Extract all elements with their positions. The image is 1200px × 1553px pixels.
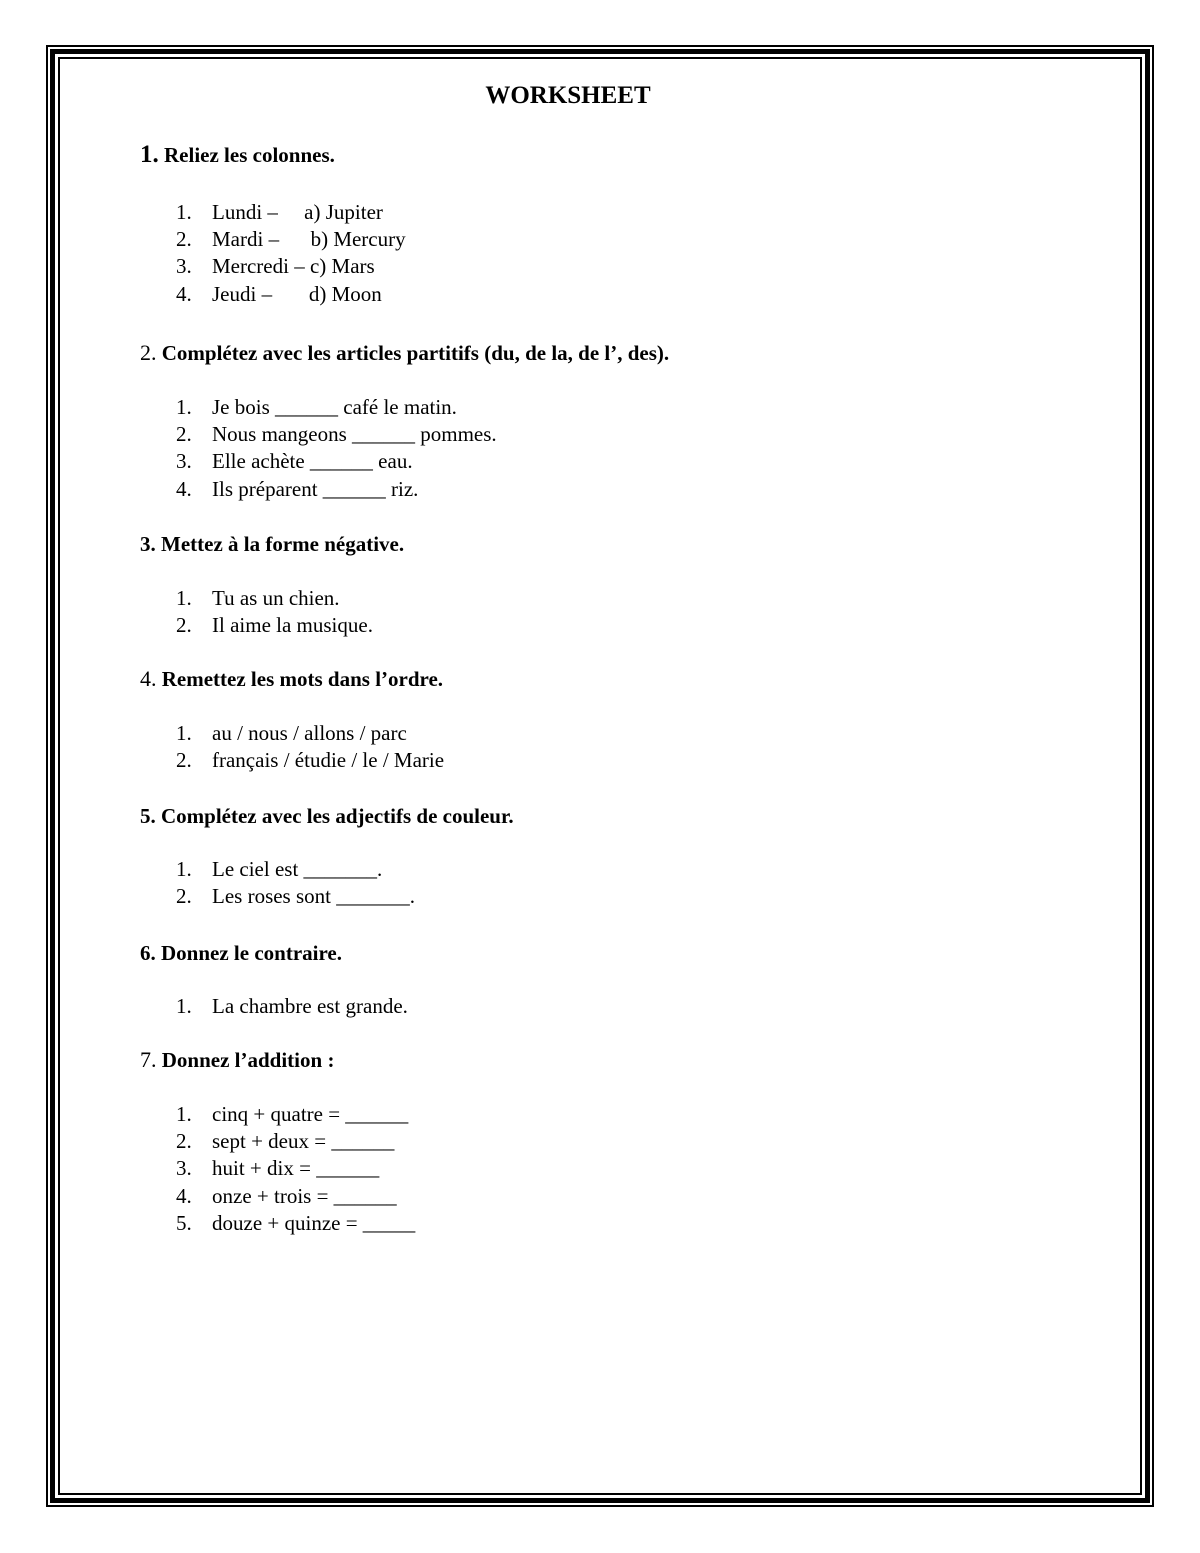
item-text: Il aime la musique. [212,613,373,638]
item-number: 4. [176,476,192,501]
section-6-number: 6. [140,941,156,965]
item-text: cinq + quatre = ______ [212,1102,409,1126]
item-number: 1. [176,857,192,881]
section-4-title: Remettez les mots dans l’ordre. [161,667,444,691]
list-item [176,585,373,612]
list-item [176,226,406,253]
list-item [176,993,408,1020]
section-5-title: Complétez avec les adjectifs de couleur. [161,804,514,828]
list-item [176,720,444,747]
section-3-list [176,585,373,639]
item-number: 2. [176,422,192,447]
section-3-number: 3. [140,532,156,556]
item-number: 4. [176,1183,192,1208]
section-4-list [176,720,444,774]
list-item [176,448,497,475]
section-5-number: 5. [140,804,156,828]
item-text: La chambre est grande. [212,994,408,1018]
item-text: Tu as un chien. [212,586,340,610]
section-1-list [176,199,406,308]
list-item [176,856,415,883]
item-text: sept + deux = ______ [212,1129,395,1154]
section-5-list [176,856,415,910]
section-4-number: 4. [140,666,157,691]
item-number: 1. [176,1102,192,1126]
section-5-heading [140,802,514,830]
item-number: 1. [176,721,192,745]
item-text: douze + quinze = _____ [212,1210,416,1235]
item-number: 2. [176,613,192,638]
list-item [176,1210,415,1237]
section-2-heading [140,339,669,367]
section-6-heading [140,939,342,967]
item-number: 3. [176,449,192,474]
list-item [176,883,415,910]
item-number: 3. [176,1156,192,1181]
item-text: Les roses sont _______. [212,884,415,909]
item-text: huit + dix = ______ [212,1156,380,1181]
item-number: 1. [176,200,192,224]
item-number: 1. [176,395,192,419]
item-text: Le ciel est _______. [212,857,383,881]
section-3-heading [140,530,404,558]
item-text: français / étudie / le / Marie [212,748,445,773]
list-item [176,1183,415,1210]
item-number: 2. [176,884,192,909]
section-7-heading [140,1046,334,1074]
item-number: 4. [176,281,192,306]
item-number: 2. [176,1129,192,1154]
item-number: 2. [176,748,192,773]
item-text: onze + trois = ______ [212,1183,397,1208]
list-item [176,253,406,280]
section-6-title: Donnez le contraire. [161,941,342,965]
item-text: Jeudi – d) Moon [212,281,382,306]
worksheet-title: WORKSHEET [485,82,651,109]
list-item [176,747,444,774]
list-item [176,1101,415,1128]
list-item [176,1155,415,1182]
item-text: Mercredi – c) Mars [212,254,375,279]
section-7-number: 7. [140,1047,157,1072]
section-1-number: 1. [140,141,159,168]
section-1-title: Reliez les colonnes. [164,143,335,167]
item-number: 1. [176,586,192,610]
item-number: 2. [176,227,192,252]
section-2-number: 2. [140,340,157,365]
list-item [176,1128,415,1155]
list-item [176,476,497,503]
list-item [176,199,406,226]
item-number: 5. [176,1210,192,1235]
section-7-list [176,1101,415,1237]
section-2-list [176,394,497,503]
section-3-title: Mettez à la forme négative. [161,532,405,556]
item-text: Lundi – a) Jupiter [212,200,383,224]
item-text: Elle achète ______ eau. [212,449,413,474]
item-text: Nous mangeons ______ pommes. [212,422,497,447]
section-2-title: Complétez avec les articles partitifs (du, de la, de l’, des). [161,341,670,365]
section-1-heading [140,141,335,169]
section-6-list [176,993,408,1020]
item-text: Mardi – b) Mercury [212,227,406,252]
list-item [176,421,497,448]
item-text: au / nous / allons / parc [212,721,407,745]
section-4-heading [140,665,443,693]
item-number: 1. [176,994,192,1018]
item-text: Je bois ______ café le matin. [212,395,457,419]
list-item [176,612,373,639]
section-7-title: Donnez l’addition : [161,1048,335,1072]
list-item [176,281,406,308]
list-item [176,394,497,421]
item-text: Ils préparent ______ riz. [212,476,419,501]
item-number: 3. [176,254,192,279]
